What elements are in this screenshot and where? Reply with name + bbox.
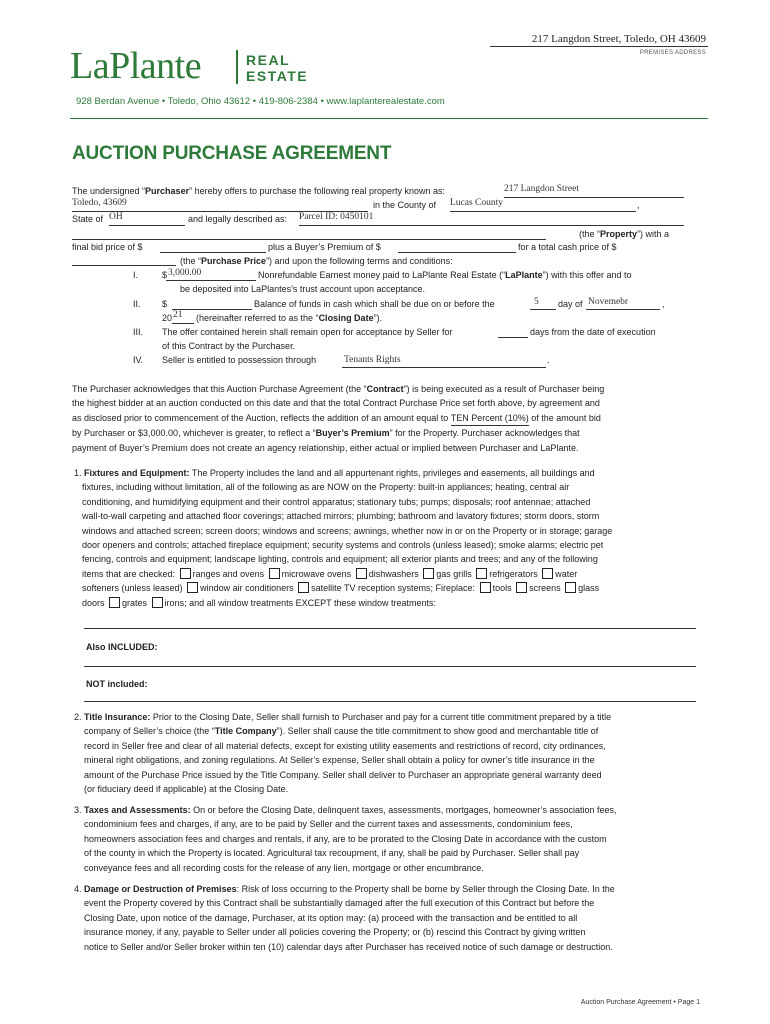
term-3-text-cont: of this Contract by the Purchaser.: [162, 341, 296, 351]
purchase-price-definition: (the “Purchase Price”) and upon the following terms and conditions:: [180, 256, 453, 266]
term-2-number: II.: [133, 299, 141, 309]
microwave-checkbox[interactable]: [269, 568, 280, 579]
premises-address-label: PREMISES ADDRESS: [639, 50, 706, 56]
term-1-number: I.: [133, 270, 139, 280]
irons-checkbox[interactable]: [152, 597, 163, 608]
satellite-checkbox[interactable]: [298, 582, 309, 593]
legally-described-label: and legally described as:: [188, 214, 288, 224]
brand-sub-estate: ESTATE: [246, 68, 309, 84]
brand-sub: [246, 52, 308, 84]
window-treatments-line[interactable]: [84, 628, 696, 629]
water-softeners-checkbox[interactable]: [542, 568, 553, 579]
acknowledgement-paragraph: The Purchaser acknowledges that this Auction Purchase Agreement (the “Contract”) is being executed as a result of Purchaser being the highest bidder at an auction conducted on this date and that the total Contract Purchase Price set forth above, by agreement and as disclosed prior to commencement of the Auction, reflects the addition of an amount equal to TEN Percent (10%) of the amount bid by Purchaser or $3,000.00, whichever is greater, to reflect a “Buyer’s Premium” for the Property. Purchaser acknowledges that payment of Buyer’s Premium does not create an agency relationship, either actual or implied between Purchaser and LaPlante.: [72, 384, 605, 453]
buyers-premium-field[interactable]: [398, 252, 516, 253]
property-city-field[interactable]: Toledo, 43609: [72, 198, 127, 208]
property-definition: (the “Property”) with a: [579, 229, 670, 239]
term-1-dollar: $: [162, 270, 168, 280]
in-county-label: in the County of: [373, 200, 437, 210]
total-cash-field[interactable]: [72, 265, 176, 266]
intro-line-1: The undersigned “Purchaser” hereby offers to purchase the following real property known as:: [72, 186, 446, 196]
term-3-number: III.: [133, 327, 144, 337]
state-of-label: State of: [72, 214, 104, 224]
section-2-title-insurance: 2. Title Insurance: Prior to the Closing Date, Seller shall furnish to Purchaser and pay for a current title commitment prepared by a title company of Seller’s choice (the “Title Company”). Seller shall cause the title commitment to show good and merchantable title of record in Seller free and clear of all material defects, except for existing utility easements and restrictions of record, city ordinances, mineral right obligations, and zoning regulations. At Seller’s expense, Seller shall obtain a policy for owner’s title insurance in the amount of the Purchase Price issued by the Title Company. Seller shall deliver to Purchaser an appropriate general warranty deed (or fiduciary deed if applicable) at the Closing Date.: [74, 712, 612, 795]
ten-percent-value: TEN Percent (10%): [451, 411, 529, 426]
term-3-text-b: days from the date of execution: [530, 327, 656, 337]
term-2-comma: ,: [662, 299, 665, 309]
term-2-dollar: $: [162, 299, 168, 309]
dishwasher-checkbox[interactable]: [356, 568, 367, 579]
legal-description-field[interactable]: Parcel ID: 0450101: [299, 212, 374, 222]
contact-line: 928 Berdan Avenue • Toledo, Ohio 43612 • 419-806-2384 • www.laplanterealestate.com: [76, 96, 445, 107]
page-footer: Auction Purchase Agreement • Page 1: [580, 999, 700, 1006]
window-ac-checkbox[interactable]: [187, 582, 198, 593]
page-title: AUCTION PURCHASE AGREEMENT: [72, 143, 392, 164]
also-included-line[interactable]: [84, 666, 696, 667]
possession-field[interactable]: Tenants Rights: [344, 355, 401, 365]
day-of-label: day of: [558, 299, 583, 309]
premises-address: 217 Langdon Street, Toledo, OH 43609: [531, 33, 706, 45]
earnest-money-field[interactable]: 3,000.00: [168, 268, 202, 278]
term-4-period: .: [547, 355, 550, 365]
section-1-fixtures: 1. Fixtures and Equipment: The Property includes the land and all appurtenant rights, privileges and easements, all buildings and fixtures, including without limitation, all of the following as are NOW on the Property: built-in appliances; heating, central air conditioning, and humidifying equipment and their control apparatus; stationary tubs; pumps; disposals; roof antennae; attached wall-to-wall carpeting and attached floor coverings; attached mirrors; plumbing; bathroom and lavatory fixtures; storm doors, storm windows and attached screen; screen doors; windows and screens; awnings, whether now in or on the Property or in storage; garage door openers and controls; attached fireplace equipment; security systems and controls (unless leased); smoke alarms; electric pet fencing, controls and equipment; landscape lighting, controls and equipment; all exterior plants and trees; and any of the following items that are checked: ranges and ovens microwave ovens dishwashers gas grills refrigerators water softeners (unless leased) window air conditioners satellite TV reception systems; Fireplace: tools screens glass doors grates irons; and all window treatments EXCEPT these window treatments:: [74, 468, 613, 608]
refrigerators-checkbox[interactable]: [476, 568, 487, 579]
term-4-text: Seller is entitled to possession through: [162, 355, 317, 365]
term-3-text: The offer contained herein shall remain open for acceptance by Seller for: [162, 327, 453, 337]
term-1-text: Nonrefundable Earnest money paid to LaPlante Real Estate (“LaPlante”) with this offer and to: [258, 270, 632, 280]
not-included-label: NOT included:: [86, 679, 148, 689]
term-2-text-cont: (hereinafter referred to as the “Closing Date”).: [196, 313, 383, 323]
term-2-text: Balance of funds in cash which shall be due on or before the: [254, 299, 495, 309]
state-field[interactable]: OH: [109, 212, 123, 222]
acceptance-days-field[interactable]: [498, 337, 528, 338]
closing-year-field[interactable]: 21: [173, 310, 183, 320]
section-3-taxes: 3. Taxes and Assessments: On or before the Closing Date, delinquent taxes, assessments, mortgages, homeowner’s association fees, condominium fees and charges, if any, are to be paid by Seller and the current taxes and assessments, condominium fees, homeowners association fees and charges and rentals, if any, are to be prorated to the Closing Date in accordance with the custom of the county in which the Property is located. Agricultural tax recoupment, if any, shall be paid by Purchaser. Seller shall pay conveyance fees and all recording costs for the release of any lien, mortgage or other encumbrance.: [74, 805, 617, 873]
brand-divider: [236, 50, 238, 84]
header-rule: [70, 118, 708, 119]
term-4-number: IV.: [133, 355, 144, 365]
closing-month-field[interactable]: Novemebr: [588, 297, 629, 307]
buyers-premium-label: plus a Buyer’s Premium of $: [268, 242, 381, 252]
total-cash-label: for a total cash price of $: [518, 242, 617, 252]
year-prefix: 20: [162, 313, 173, 323]
glass-doors-checkbox[interactable]: [565, 582, 576, 593]
ranges-checkbox[interactable]: [180, 568, 191, 579]
brand-logo: LaPlante: [70, 45, 202, 87]
closing-day-field[interactable]: 5: [534, 297, 539, 307]
fireplace-tools-checkbox[interactable]: [480, 582, 491, 593]
premises-address-line: [490, 46, 708, 47]
county-field[interactable]: Lucas County: [450, 198, 504, 208]
fireplace-screens-checkbox[interactable]: [516, 582, 527, 593]
county-comma: ,: [637, 200, 640, 210]
grates-checkbox[interactable]: [109, 597, 120, 608]
section-4-damage: 4. Damage or Destruction of Premises: Risk of loss occurring to the Property shall be borne by Seller through the Closing Date. In the event the Property covered by this Contract shall be substantially damaged after the full execution of this Contract but before the Closing Date, upon notice of the damage, Purchaser, at its option may: (a) proceed with the transaction and be entitled to all insurance money, if any, payable to Seller under all policies covering the Property; or (b) rescind this Contract by giving written notice to Seller and/or Seller broker within ten (10) calendar days after Purchaser has received notice of such damage or destruction.: [74, 884, 615, 952]
brand-sub-real: REAL: [246, 52, 291, 68]
final-bid-field[interactable]: [160, 252, 266, 253]
also-included-label: Also INCLUDED:: [86, 642, 158, 652]
property-street-field[interactable]: 217 Langdon Street: [504, 184, 579, 194]
not-included-line[interactable]: [84, 701, 696, 702]
term-1-text-cont: be deposited into LaPlantes’s trust account upon acceptance.: [180, 284, 426, 294]
gas-grills-checkbox[interactable]: [423, 568, 434, 579]
balance-field[interactable]: [172, 309, 252, 310]
final-bid-label: final bid price of $: [72, 242, 143, 252]
